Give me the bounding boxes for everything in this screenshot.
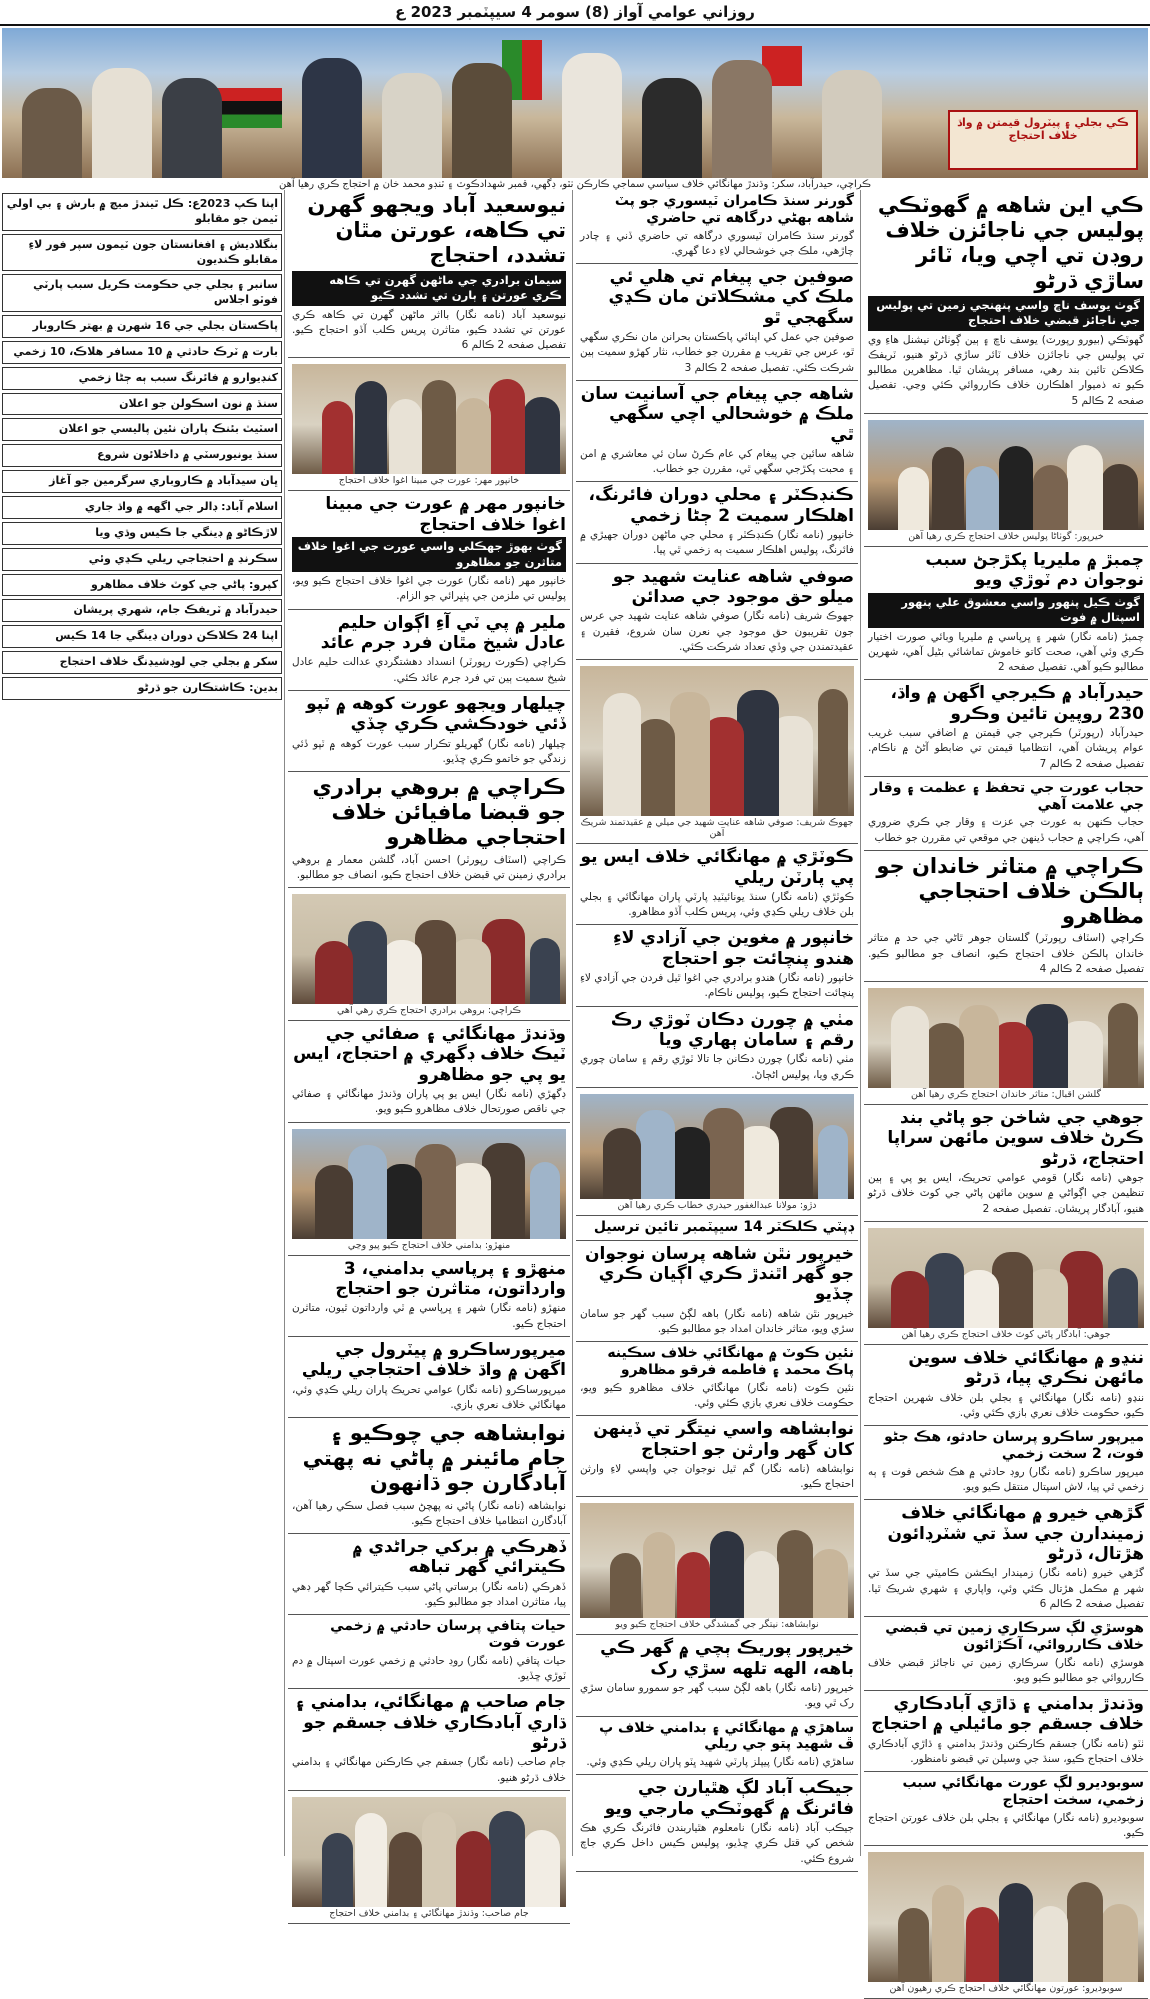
subheadline: گوٺ ڪيل پنهور واسي معشوق علي پنهور اسپتال ۾ فوت	[868, 593, 1144, 628]
headline: نوابشاهه واسي نيتگر تي ڏينهن کان گهر وارثن جو احتجاج	[593, 1419, 854, 1460]
column-3	[288, 190, 570, 1919]
headline: حيدرآباد ۾ ڪيرجي اگهن ۾ واڌ، 230 روپين تائين وڪرو	[890, 683, 1144, 724]
article-body: منهڙو (نامه نگار) شهر ۽ ڀرپاسي ۾ ٽي وارداتون ٿيون، متاثرن احتجاج ڪيو.	[292, 1302, 566, 1330]
news-story	[864, 1691, 1148, 1772]
person-figure	[811, 1549, 848, 1618]
person-figure	[932, 447, 964, 530]
article-body: نيوسعيد آباد (نامه نگار) بااثر ماڻهن گهرن تي ڪاهه ڪري عورتن تي تشدد ڪيو، متاثرن پريس ڪلب آڏو احتجاج ڪيو. تفصيل صفحه 2 ڪالم 6	[292, 308, 566, 352]
person-figure	[744, 1551, 779, 1619]
headline: نئين ڪوٽ ۾ مهانگائي خلاف سڪينه پاڪ محمد ۽ فاطمه فرقو مظاهرو	[607, 1345, 854, 1378]
news-story	[864, 680, 1148, 776]
news-brief: سنڌ يونيورسٽي ۾ داخلائون شروع	[2, 444, 282, 467]
person-figure	[456, 1831, 491, 1907]
headline: ننڍو ۾ مهانگائي خلاف سوين مائهن نڪري پيا، ڌرڻو	[908, 1347, 1144, 1389]
photo-block	[864, 414, 1148, 547]
crowd-figure	[92, 68, 152, 178]
headline: ڪراچي ۾ بروهي برادري جو قبضا مافيائن خلاف احتجاجي مظاهرو	[312, 774, 566, 850]
person-figure	[966, 466, 999, 530]
masthead-text: روزاني عوامي آواز (8) سومر 4 سيپٽمبر 2023 ع	[395, 3, 755, 21]
story-photo	[292, 364, 566, 474]
news-brief: لاڙڪاڻو ۾ ڊينگي جا ڪيس وڌي ويا	[2, 522, 282, 545]
person-figure	[530, 938, 560, 1004]
news-story	[576, 1241, 858, 1343]
article-body: جيڪب آباد (نامه نگار) نامعلوم هٿياربندن فائرنگ ڪري هڪ شخص کي قتل ڪري ڇڏيو، پوليس ڪيس داخل ڪري جاچ شروع ڪئي.	[580, 1822, 854, 1865]
news-story	[576, 381, 858, 483]
story-photo	[580, 1503, 854, 1618]
headline: ڪوٽڙي ۾ مهانگائي خلاف ايس يو پي پارٽن ريلي	[580, 847, 854, 888]
photo-block	[864, 1222, 1148, 1345]
flag-icon	[212, 88, 282, 128]
crowd-figure	[302, 58, 362, 178]
article-body: گڙهي خيرو (نامه نگار) زميندار ايڪشن ڪاميٽي جي سڏ تي شهر ۾ مڪمل هڙتال ڪئي وئي، واپاري ۽ شهري شريڪ ٿيا. تفصيل صفحه 2 ڪالم 6	[868, 1567, 1144, 1610]
photo-block	[288, 1791, 570, 1924]
news-story	[576, 564, 858, 660]
article-body: حجاب ڪنهن به عورت جي عزت ۽ وقار جي ڪري ضروري آهي، ڪراچي ۾ حجاب ڏينهن جي موقعي تي مقررن جو خطاب	[868, 816, 1144, 844]
banner-photo	[2, 28, 1148, 178]
person-figure	[1108, 1268, 1138, 1328]
person-figure	[925, 1253, 964, 1328]
person-figure	[818, 1125, 848, 1199]
person-figure	[1108, 1003, 1138, 1088]
photo-block	[864, 982, 1148, 1105]
person-figure	[677, 1552, 710, 1619]
news-story	[864, 777, 1148, 851]
news-brief: اپنا 24 ڪلاڪن دوران ڊينگي جا 14 ڪيس	[2, 625, 282, 648]
headline: گڙهي خيرو ۾ مهانگائي خلاف زميندارن جي سڏ تي شٽرڊائون هڙتال، ڌرڻو	[887, 1503, 1144, 1564]
photo-caption: جام صاحب: وڌندڙ مهانگائي ۽ بدامني خلاف احتجاج	[329, 1907, 529, 1919]
news-brief: سڪرنڊ ۾ احتجاجي ريلي ڪڍي وئي	[2, 548, 282, 571]
headline: خيرپور پوريڪ ٻچي ۾ گهر ڪي باهه، الهه تلهه سڙي رک	[600, 1638, 854, 1679]
crowd-figure	[562, 53, 622, 178]
news-story	[576, 482, 858, 563]
article-body: ڏهرڪي (نامه نگار) برساتي پاڻي سبب ڪيترائي ڪچا گهر ڊهي پيا، متاثرن امداد جو مطالبو ڪيو.	[292, 1580, 566, 1608]
person-figure	[898, 1908, 929, 1982]
crowd-figure	[382, 73, 442, 178]
news-story	[576, 1635, 858, 1716]
photo-block	[288, 358, 570, 491]
column-divider	[860, 190, 861, 1856]
subheadline: سيمان برادري جي ماڻهن گهرن تي ڪاهه ڪري عورتن ۽ ٻارن تي تشدد ڪيو	[292, 271, 566, 306]
headline: وڌندڙ بدامني ۽ ڌاڙي آبادڪاري خلاف جسقم جو مائيلي ۾ احتجاج	[871, 1693, 1144, 1735]
story-photo	[868, 1852, 1144, 1982]
article-body: ساهڙي (نامه نگار) پيپلز پارٽي شهيد ڀٽو پاران ريلي ڪڍي وئي.	[586, 1756, 854, 1769]
person-figure	[315, 1165, 353, 1239]
article-body: هوسڙي (نامه نگار) سرڪاري زمين تي ناجائز قبضي خلاف ڪارروائي جو مطالبو ڪيو ويو.	[868, 1656, 1144, 1684]
news-story	[864, 1772, 1148, 1846]
article-body: ميرپورساڪرو (نامه نگار) عوامي تحريڪ پاران ريلي ڪڍي وئي، مهانگائي خلاف نعري بازي.	[292, 1383, 566, 1411]
photo-block	[288, 888, 570, 1021]
news-story	[288, 491, 570, 609]
headline: شاهه جي پيغام جي آسانيت سان ملڪ ۾ خوشحالي اچي سگهي ٿي	[580, 383, 854, 445]
headline: ڏهرڪي ۾ برکي جراڻدي ۾ ڪيترائي گهر تباهه	[352, 1536, 566, 1578]
news-story	[864, 1345, 1148, 1426]
masthead	[0, 0, 1150, 26]
crowd-figure	[162, 78, 222, 178]
news-story	[576, 1216, 858, 1241]
story-photo	[292, 1129, 566, 1239]
person-figure	[389, 399, 422, 474]
person-figure	[382, 940, 422, 1004]
news-brief: اسلام آباد: ڊالر جي اگهه ۾ واڌ جاري	[2, 496, 282, 519]
news-story	[288, 610, 570, 691]
headline: ڪي اين شاهه ۾ گهوٽڪي پوليس جي ناجائزن خلاف روڊن تي اچي ويا، ٽائر ساڙي ڌرڻو	[877, 193, 1144, 293]
person-figure	[610, 1553, 641, 1619]
person-figure	[348, 1145, 387, 1239]
banner-sign-text: ڪي بجلي ۽ پيٽرول قيمتن ۾ واڌ خلاف احتجاج	[957, 116, 1129, 142]
article-body: خيرپور نٿن شاهه (نامه نگار) باهه لڳڻ سبب گهر جو سامان سڙي ويو، متاثر خاندان امداد جو مطالبو ڪيو.	[580, 1307, 854, 1335]
headline: جوهي جي شاخن جو پاڻي بند ڪرڻ خلاف سوين مائهن سراپا احتجاج، ڌرڻو	[887, 1108, 1144, 1169]
person-figure	[992, 1022, 1033, 1088]
news-story	[576, 1007, 858, 1088]
person-figure	[603, 1128, 641, 1198]
photo-block	[864, 1846, 1148, 1999]
headline: ميرپور ساڪرو پرسان حادثو، هڪ جڻو فوت، 2 سخت زخمي	[884, 1429, 1144, 1462]
news-story	[288, 1689, 570, 1791]
headline: نوابشاهه جي چوڪيو ۽ جام مائينر ۾ پاڻي نه پهتي آبادگارن جو ڌانهون	[302, 1420, 566, 1496]
photo-block	[576, 1497, 858, 1635]
person-figure	[891, 1271, 929, 1328]
headline: هوسڙي لڳ سرڪاري زمين تي قبضي خلاف ڪارروائي، آڪڙائون	[885, 1619, 1144, 1653]
article-body: ڪراچي (ڪورٽ رپورٽر) انسداد دهشتگردي عدالت حليم عادل شيخ سميت ٻين تي فرد جرم عائد ڪئي.	[292, 656, 566, 684]
banner-sign	[948, 110, 1138, 170]
article-body: خيرپور (نامه نگار) باهه لڳڻ سبب گهر جو سمورو سامان سڙي رک ٿي ويو.	[580, 1682, 854, 1710]
column-1	[864, 190, 1148, 1995]
person-figure	[1033, 1906, 1068, 1983]
news-story	[864, 1426, 1148, 1500]
person-figure	[1101, 464, 1138, 530]
news-story	[576, 1717, 858, 1776]
column-divider	[284, 190, 285, 1856]
person-figure	[355, 381, 387, 475]
news-brief: سانبر ۽ بجلي جي حڪومت ڪريل سبب پارٽي فوٽو اجلاس	[2, 274, 282, 312]
news-story	[288, 1615, 570, 1689]
news-story	[288, 1256, 570, 1337]
article-body: خانپور (نامه نگار) هندو برادري جي اغوا ٿيل فردن جي آزادي لاءِ پنچائت احتجاج ڪيو، پوليس ناڪام.	[580, 972, 854, 1000]
news-story	[576, 925, 858, 1006]
article-body: خانپور مهر (نامه نگار) عورت جي اغوا خلاف احتجاج ڪيو ويو، پوليس تي ملزمن جي پٺڀرائي جو الزام.	[292, 575, 566, 603]
news-brief: بنگلاديش ۽ افغانستان جون ٽيمون سپر فور لاءِ مقابلو ڪنديون	[2, 234, 282, 272]
person-figure	[322, 401, 353, 475]
person-figure	[891, 1006, 929, 1088]
person-figure	[422, 380, 456, 475]
story-photo	[868, 988, 1144, 1088]
article-body: نوابشاهه (نامه نگار) پاڻي نه پهچڻ سبب فصل سڪي رهيا آهن، آبادگارن انتظاميا خلاف احتجاج ڪيو.	[292, 1499, 566, 1527]
story-photo	[580, 1094, 854, 1199]
person-figure	[643, 1532, 675, 1618]
article-body: جهوڪ شريف (نامه نگار) صوفي شاهه عنايت شهيد جي عرس جون تقريبون حق موجود جي نعرن سان شروع، فقيرن ۽ عقيدتمندن جي وڏي تعداد شرڪت ڪئي.	[580, 610, 854, 653]
person-figure	[355, 1813, 387, 1907]
article-body: ڪوٽڙي (نامه نگار) سنڌ يونائيٽيڊ پارٽي پاران مهانگائي ۽ بجلي بلن خلاف ريلي ڪڍي وئي، پريس ڪلب آڏو مظاهرو.	[580, 890, 854, 919]
headline: ڪنڊڪٽر ۽ محلي دوران فائرنگ، اهلڪار سميت 2 ڄڻا زخمي	[588, 485, 854, 526]
photo-block	[576, 660, 858, 844]
article-body: ٺٽو (نامه نگار) جسقم ڪارڪنن وڌندڙ بدامني ۽ ڌاڙي آبادڪاري خلاف احتجاج ڪيو، سنڌ جي وسيلن تي قبضو نامنظور.	[868, 1737, 1144, 1765]
photo-caption: دڙو: مولانا عبدالغفور حيدري خطاب ڪري رهيا آهن	[617, 1199, 817, 1211]
person-figure	[636, 719, 675, 817]
photo-caption: نوابشاهه: نيتگر جي گمشدگي خلاف احتجاج ڪيو ويو	[615, 1619, 819, 1631]
headline: ڊپٽي ڪلڪٽر 14 سيپٽمبر تائين ترسيل	[593, 1218, 854, 1235]
news-brief: ڀان سيدآباد ۾ ڪاروباري سرگرمين جو آغاز	[2, 470, 282, 493]
headline: حجاب عورت جي تحفظ ۽ عظمت ۽ وقار جي علامت آهي	[870, 779, 1144, 813]
article-body: مٺي (نامه نگار) چورن دڪانن جا تالا ٽوڙي رقم ۽ سامان چوري ڪري ويا، پوليس اڻڄاڻ.	[580, 1053, 854, 1081]
person-figure	[999, 446, 1033, 530]
article-body: ڪراچي (اسٽاف رپورٽر) گلستان جوهر ٿاڻي جي حد ۾ متاثر خاندان ٻالڪن خلاف احتجاج ڪيو، انصاف جو مطالبو ڪيو. تفصيل صفحه 2 ڪالم 4	[868, 932, 1144, 975]
headline: خانپور ۾ مغوين جي آزادي لاءِ هندو پنچائت جو احتجاج	[613, 928, 854, 969]
news-story	[864, 1617, 1148, 1691]
subheadline: گوٺ بهوڙ جهڪلي واسي عورت جي اغوا خلاف متاثرن جو مظاهرو	[292, 537, 566, 572]
headline: ملير ۾ پي ٽي آءِ اڳوان حليم عادل شيخ مٿان فرد جرم عائد	[320, 612, 566, 653]
photo-caption: منهڙو: بدامني خلاف احتجاج ڪيو پيو وڃي	[347, 1239, 511, 1251]
person-figure	[348, 921, 387, 1004]
person-figure	[710, 1531, 744, 1618]
news-brief: سکر ۾ بجلي جي لوڊشيڊنگ خلاف احتجاج	[2, 651, 282, 674]
photo-caption: ڪراچي: بروهي برادري احتجاج ڪري رهي آهي	[337, 1004, 521, 1016]
headline: ميرپورساڪرو ۾ پيٽرول جي اگهن ۾ واڌ خلاف احتجاجي ريلي	[301, 1339, 566, 1381]
story-photo	[868, 420, 1144, 530]
headline: وڌندڙ مهانگائي ۽ صفائي جي ٽيڪ خلاف ڊگهري ۾ احتجاج، ايس يو پي جو مظاهرو	[293, 1023, 566, 1085]
person-figure	[670, 692, 710, 817]
story-photo	[580, 666, 854, 816]
news-brief: حيدرآباد ۾ ٽريفڪ جام، شهري پريشان	[2, 599, 282, 622]
headline: منهڙو ۽ پرپاسي بدامني، 3 وارداتون، متاثرن جو احتجاج	[335, 1258, 566, 1299]
person-figure	[523, 1830, 560, 1907]
person-figure	[999, 1883, 1033, 1982]
news-brief: کپرو: پاڻي جي کوٽ خلاف مظاهرو	[2, 574, 282, 597]
news-brief: کنڊيوارو ۾ فائرنگ سبب ٻه ڄڻا زخمي	[2, 367, 282, 390]
news-story	[288, 1337, 570, 1418]
article-body: ميرپور ساڪرو (نامه نگار) روڊ حادثي ۾ هڪ شخص فوت ۽ ٻه زخمي ٿي پيا، لاش اسپتال منتقل ڪيو ويو.	[868, 1465, 1144, 1493]
column-2	[576, 190, 858, 1865]
person-figure	[456, 398, 491, 474]
headline: چيلهار ويجهو عورت کوهه ۾ ٽپو ڏئي خودڪشي ڪري چڏي	[306, 693, 566, 735]
column-divider	[572, 190, 573, 1856]
news-brief: بارت ۾ ٽرڪ حادثي ۾ 10 مسافر هلاڪ، 10 زخمي	[2, 341, 282, 364]
story-photo	[868, 1228, 1144, 1328]
person-figure	[1033, 465, 1068, 530]
headline: نيوسعيد آباد ويجهو گهرن تي ڪاهه، عورتن مٿان تشدد، احتجاج	[307, 193, 566, 268]
photo-block	[576, 1088, 858, 1216]
article-body: جوهي (نامه نگار) قومي عوامي تحريڪ، ايس يو پي ۽ ٻين تنظيمن جي اڳواڻي ۾ سوين مائهن پاڻي جي کوٽ خلاف ڌرڻو هنيو، آبادگار پريشان. تفصيل صفحه 2	[868, 1172, 1144, 1215]
news-brief: پاڪستان بجلي جي 16 شهرن ۾ بهتر ڪاروبار	[2, 315, 282, 338]
article-body: چيلهار (نامه نگار) گهريلو تڪرار سبب عورت کوهه ۾ ٽپو ڏئي زندگي جو خاتمو ڪري ڇڏيو.	[292, 737, 566, 765]
crowd-figure	[822, 70, 882, 178]
headline: خانپور مهر ۾ عورت جي مبينا اغوا خلاف احتجاج	[325, 494, 566, 535]
photo-caption: سوبوديرو: عورتون مهانگائي خلاف احتجاج ڪري رهيون آهن	[889, 1983, 1123, 1995]
news-brief: اسٽيٽ بئنڪ پاران نئين پاليسي جو اعلان	[2, 418, 282, 441]
news-story	[576, 190, 858, 264]
person-figure	[898, 467, 929, 530]
article-body: گهوٽڪي (بيورو رپورٽ) يوسف ناڇ ۽ ٻين ڳوٺاڻن نيشنل هاءِ وي تي پوليس جي ناجائزن خلاف ٽائر ساڙي ڌرڻو هنيو، ٽريفڪ ڪلاڪن تائين بند رهي، مسافر پريشان ٿيا. مظاهرين مطالبو ڪيو ته ذميوار اهلڪارن خلاف ڪارروائي ڪئي وڃي. تفصيل صفحه 2 ڪالم 5	[868, 333, 1144, 407]
photo-caption: جوهي: آبادگار پاڻي کوٽ خلاف احتجاج ڪري رهيا آهن	[901, 1328, 1111, 1340]
person-figure	[422, 1812, 456, 1907]
news-story	[288, 190, 570, 358]
news-story	[864, 547, 1148, 680]
person-figure	[603, 693, 641, 816]
news-story	[864, 1500, 1148, 1617]
headline: صوفين جي پيغام تي هلي ئي ملڪ کي مشڪلاتن مان ڪڍي سگهجي ٿو	[608, 267, 854, 328]
headline: گورنر سنڌ ڪامران ٽيسوري جو پٽ شاهه بهڻي درگاهه تي حاضري	[614, 193, 854, 226]
news-brief: سنڌ ۾ نون اسڪولن جو اعلان	[2, 393, 282, 416]
crowd-figure	[642, 78, 702, 178]
photo-caption: جهوڪ شريف: صوفي شاهه عنايت شهيد جي ميلي ۾ عقيدتمند شريڪ آهن	[580, 817, 854, 840]
news-story	[288, 772, 570, 888]
crowd-figure	[452, 63, 512, 178]
news-story	[288, 1418, 570, 1534]
article-body: حيات پتافي (نامه نگار) روڊ حادثي ۾ زخمي عورت اسپتال ۾ دم ٽوڙي ڇڏيو.	[292, 1654, 566, 1683]
article-body: ڪراچي (اسٽاف رپورٽر) احسن آباد، گلشن معمار ۾ بروهي برادري زمينن تي قبضن خلاف احتجاج ڪيو، انصاف جو مطالبو.	[292, 853, 566, 881]
person-figure	[389, 1832, 422, 1907]
person-figure	[315, 941, 353, 1004]
article-body: ڊگهڙي (نامه نگار) ايس يو پي پاران وڌندڙ مهانگائي ۽ صفائي جي ناقص صورتحال خلاف مظاهرو ڪيو ويو.	[292, 1088, 566, 1116]
news-story	[576, 844, 858, 925]
person-figure	[670, 1127, 710, 1198]
person-figure	[992, 1252, 1033, 1328]
news-story	[576, 264, 858, 381]
article-body: صوفين جي عمل کي اپنائي پاڪستان بحرانن مان نڪري سگهي ٿو، عرس جي تقريب ۾ مقررن جو خطاب، نثار کهڙو سميت ٻين شرڪت ڪئي. تفصيل صفحه 2 ڪالم 3	[580, 331, 854, 374]
headline: حيات پتافي پرسان حادثي ۾ زخمي عورت فوت	[330, 1618, 566, 1651]
article-body: چمبڙ (نامه نگار) شهر ۽ ڀرپاسي ۾ مليريا وبائي صورت اختيار ڪري وئي آهي، صحت کاتو خاموش تماشائي بڻيل آهي، شهرين مطالبو ڪيو آهي. تفصيل صفحه 2	[868, 630, 1144, 674]
photo-caption: گلشن اقبال: متاثر خاندان احتجاج ڪري رهيا آهن	[910, 1089, 1101, 1101]
person-figure	[382, 1164, 422, 1239]
news-story	[576, 1775, 858, 1871]
person-figure	[818, 689, 848, 817]
banner-caption: ڪراچي، حيدرآباد، سکر: وڌندڙ مهانگائي خلاف سياسي سماجي ڪارڪن ٺٽو، ڊگهي، قمبر شهدادڪوٽ ۽ ٽنڊو محمد خان ۾ احتجاج ڪري رهيا آهن	[279, 179, 871, 190]
story-photo	[292, 1797, 566, 1907]
article-body: حيدرآباد (رپورٽر) ڪيرجي جي قيمتن ۾ اضافي سبب غريب عوام پريشان آهي، انتظاميا قيمتن تي ضابطو آڻڻ ۾ ناڪام. تفصيل صفحه 2 ڪالم 7	[868, 727, 1144, 770]
headline: ساهڙي ۾ مهانگائي ۽ بدامني خلاف پ ڦ شهيد پتو جي ريلي	[599, 1719, 854, 1753]
crowd-figure	[22, 88, 82, 178]
headline: جيڪب آباد لڳ هٿيارن جي فائرنگ ۾ گهوٽڪي مارجي ويو	[604, 1778, 854, 1819]
news-story	[576, 1342, 858, 1416]
photo-block	[288, 1123, 570, 1256]
person-figure	[925, 1023, 964, 1088]
person-figure	[777, 1530, 813, 1619]
news-story	[864, 851, 1148, 982]
headline: مٺي ۾ چورن دڪان ٽوڙي رڪ رقم ۽ سامان ٻهاري ويا	[610, 1009, 854, 1050]
person-figure	[959, 1270, 999, 1328]
person-figure	[530, 1162, 560, 1239]
news-story	[576, 1416, 858, 1497]
person-figure	[1067, 445, 1103, 530]
article-body: نئين ڪوٽ (نامه نگار) مهانگائي خلاف مظاهرو ڪيو ويو، حڪومت خلاف نعري بازي ڪئي وئي.	[580, 1381, 854, 1409]
person-figure	[959, 1005, 999, 1088]
news-story	[288, 1534, 570, 1615]
person-figure	[932, 1885, 964, 1983]
person-figure	[489, 1811, 525, 1907]
crowd-figure	[712, 60, 772, 178]
article-body: نوابشاهه (نامه نگار) گم ٿيل نوجوان جي واپسي لاءِ وارثن احتجاج ڪيو.	[580, 1463, 854, 1491]
person-figure	[966, 1907, 999, 1982]
headline: چمبڙ ۾ مليريا پکڙجڻ سبب نوجوان دم ٽوڙي ويو	[925, 549, 1144, 591]
news-story	[288, 1021, 570, 1123]
person-figure	[322, 1833, 353, 1907]
column-4	[2, 190, 282, 1856]
headline: صوفي شاهه عنايت شهيد جو ميلو حق موجود جي صدائن	[612, 566, 854, 608]
person-figure	[1067, 1882, 1103, 1982]
article-body: سوبوديرو (نامه نگار) مهانگائي ۽ بجلي بلن خلاف عورتن احتجاج ڪيو.	[868, 1811, 1144, 1839]
article-body: شاهه سائين جي پيغام کي عام ڪرڻ سان ئي معاشري ۾ امن ۽ محبت پکڙجي سگهي ٿي، مقررن جو خطاب.	[580, 448, 854, 476]
news-story	[864, 190, 1148, 414]
person-figure	[636, 1110, 675, 1199]
headline: جام صاحب ۾ مهانگائي، بدامني ۽ ڌاري آبادڪاري خلاف جسقم جو ڌرڻو	[294, 1692, 566, 1754]
photo-caption: خانپور مهر: عورت جي مبينا اغوا خلاف احتجاج	[338, 475, 520, 487]
headline: سوبوديرو لڳ عورت مهانگائي سبب زخمي، سخت احتجاج	[902, 1775, 1144, 1808]
person-figure	[1101, 1904, 1138, 1982]
article-body: گورنر سنڌ ڪامران ٽيسوري درگاهه تي حاضري ڏني ۽ چادر چاڙهي، ملڪ جي خوشحالي لاءِ دعا گهري.	[580, 229, 854, 257]
person-figure	[523, 397, 560, 474]
headline: خيرپور نٿن شاهه پرسان نوجوان جو گهر اٿندڙ ڪري اڳيان ڪري چڏيو	[585, 1243, 854, 1305]
article-body: جام صاحب (نامه نگار) جسقم جي ڪارڪنن مهانگائي ۽ بدامني خلاف ڌرڻو هنيو.	[292, 1756, 566, 1784]
photo-caption: خيرپور: گوٺاڻا پوليس خلاف احتجاج ڪري رهيا آهن	[908, 530, 1104, 542]
story-photo	[292, 894, 566, 1004]
subheadline: گوٺ يوسف ناڇ واسي پنهنجي زمين تي پوليس جي ناجائز قبضي خلاف احتجاج	[868, 296, 1144, 331]
article-body: ننڍو (نامه نگار) مهانگائي ۽ بجلي بلن خلاف شهرين احتجاج ڪيو، حڪومت خلاف نعري بازي ڪئي وئي.	[868, 1391, 1144, 1419]
headline: ڪراچي ۾ متاثر خاندان جو ٻالڪن خلاف احتجاجي مظاهرو	[876, 853, 1144, 929]
news-story	[288, 691, 570, 772]
news-brief: اپنا ڪپ 2023ع: ڪل ٿيندڙ ميچ ۾ بارش ۽ بي اولي ٽيمن جو مقابلو	[2, 193, 282, 231]
article-body: خانپور (نامه نگار) ڪنڊڪٽر ۽ محلي جي ماڻهن دوران جهيڙي ۾ فائرنگ، پوليس اهلڪار سميت ٻه زخمي ٿي پيا.	[580, 529, 854, 557]
person-figure	[489, 379, 525, 475]
news-story	[864, 1105, 1148, 1222]
news-brief: بدين: ڪاشتڪارن جو ڌرڻو	[2, 677, 282, 700]
